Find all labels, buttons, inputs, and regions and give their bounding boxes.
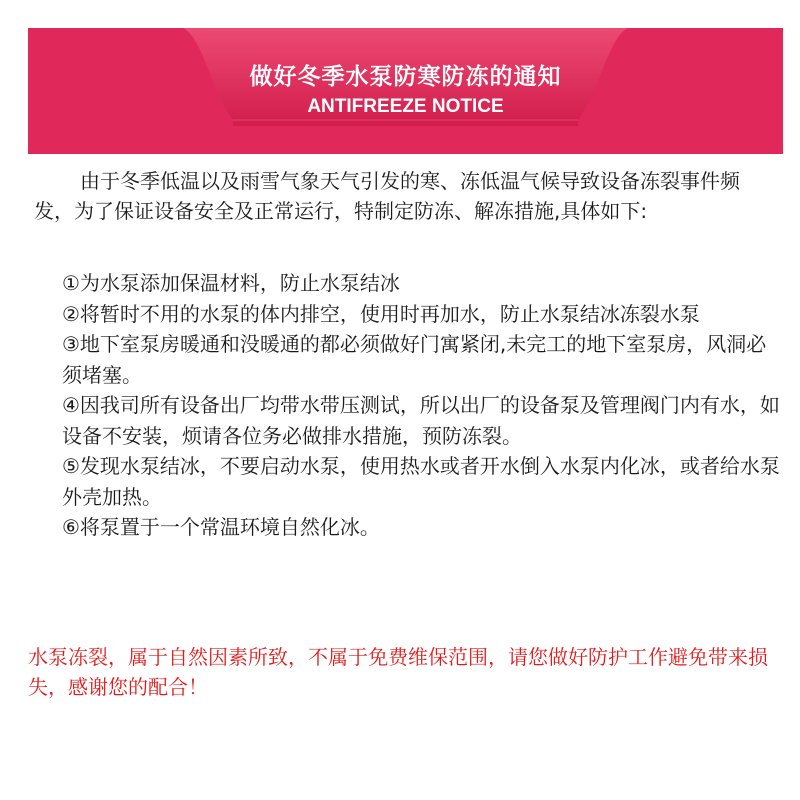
measure-item: ③地下室泵房暖通和没暖通的都必须做好门寓紧闭,未完工的地下室泵房，风洞必须堵塞。: [62, 332, 767, 387]
measure-item: ④因我司所有设备出厂均带水带压测试，所以出厂的设备泵及管理阀门内有水，如设备不安装，烦请各位务必做排水措施，预防冻裂。: [62, 393, 780, 448]
banner-title-tab: [183, 28, 628, 126]
antifreeze-measures-list: [62, 268, 782, 543]
measure-item: ⑤发现水泵结冰，不要启动水泵，使用热水或者开水倒入水泵内化冰，或者给水泵外壳加热。: [62, 454, 780, 509]
measure-item: ②将暂时不用的水泵的体内排空，使用时再加水，防止水泵结冰冻裂水泵: [62, 301, 700, 326]
warranty-notice: 水泵冻裂，属于自然因素所致，不属于免费维保范围，请您做好防护工作避免带来损失，感谢您的配合！: [28, 645, 768, 699]
notice-banner: [28, 28, 783, 154]
banner-subtitle: ANTIFREEZE NOTICE: [307, 96, 504, 117]
measure-item: ⑥将泵置于一个常温环境自然化冰。: [62, 515, 380, 539]
banner-title: 做好冬季水泵防寒防冻的通知: [249, 64, 562, 90]
measure-item: ①为水泵添加保温材料，防止水泵结冰: [62, 271, 400, 295]
intro-text: 由于冬季低温以及雨雪气象天气引发的寒、冻低温气候导致设备冻裂事件频发，为了保证设备安全及正常运行，特制定防冻、解冻措施,具体如下:: [34, 169, 740, 223]
intro-paragraph: [34, 166, 774, 226]
